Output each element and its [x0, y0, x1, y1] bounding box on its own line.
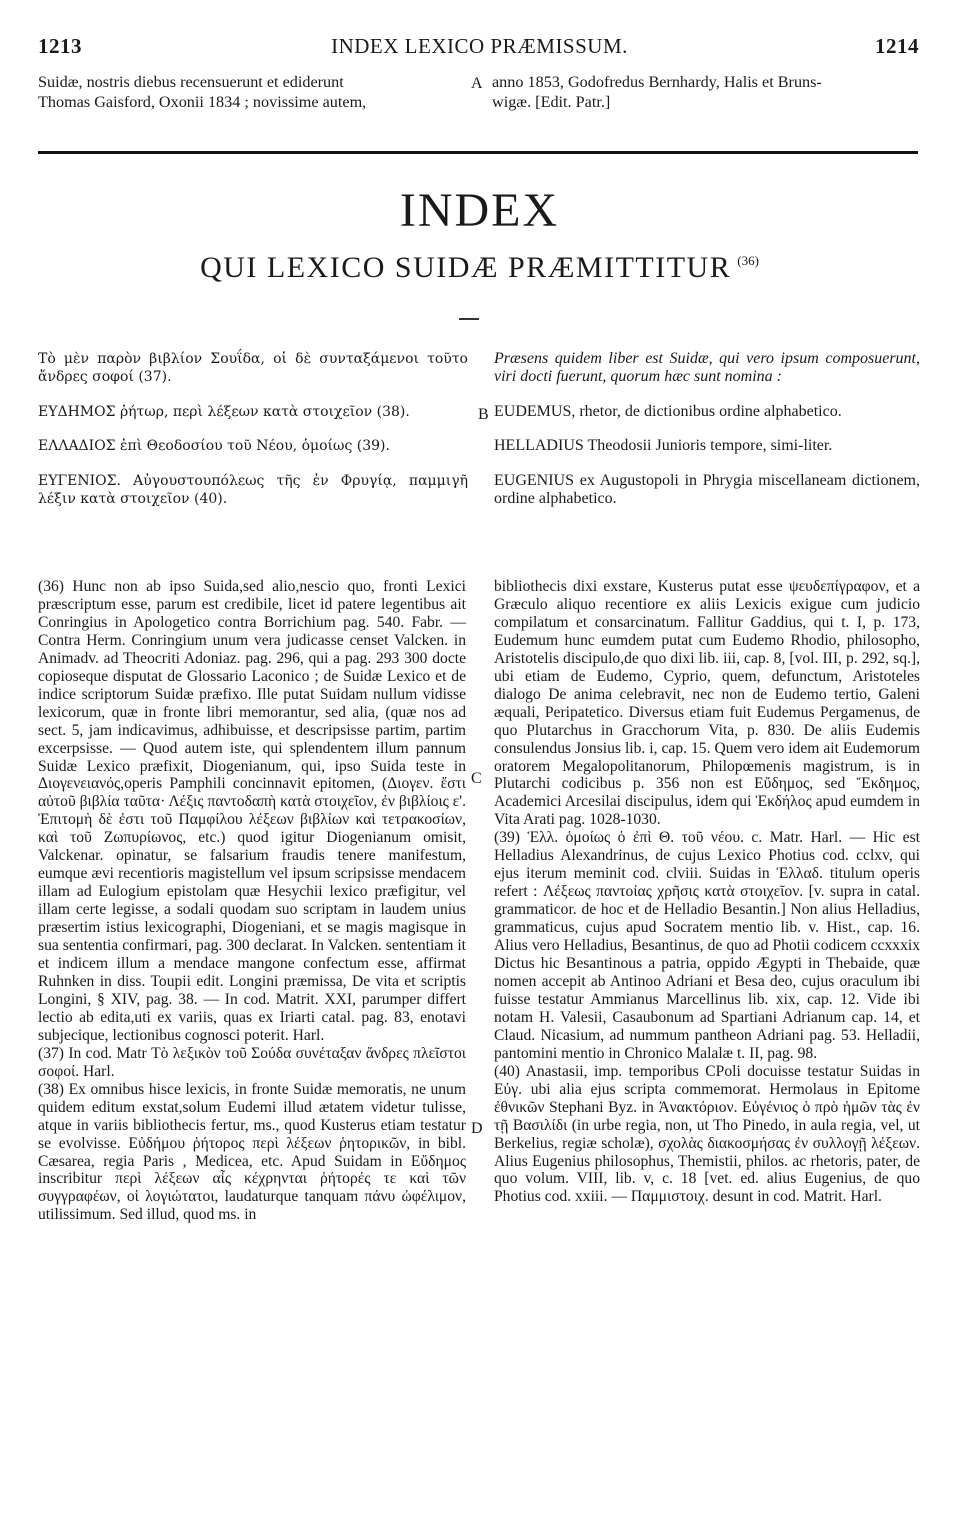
margin-letter-d: D — [471, 1120, 483, 1137]
margin-letter-b: B — [478, 406, 489, 423]
margin-letter-c: C — [471, 770, 482, 787]
running-title: INDEX LEXICO PRÆMISSUM. — [331, 34, 628, 58]
footnote-37: (37) In cod. Matr Τὸ λεξικὸν τοῦ Σούδα συνέταξαν ἄνδρες πλεῖστοι σοφοί. Harl. — [38, 1044, 466, 1080]
footnotes-right-column — [494, 578, 920, 1206]
horizontal-rule — [38, 151, 918, 154]
greek-entry-helladius: ΕΛΛΑΔΙΟΣ ἐπὶ Θεοδοσίου τοῦ Νέου, ὁμοίως (39). — [38, 438, 390, 455]
top-text-left-line2: Thomas Gaisford, Oxonii 1834 ; novissime autem, — [38, 93, 367, 111]
latin-entry-helladius: HELLADIUS Theodosii Junioris tempore, simi-liter. — [494, 437, 833, 455]
footnote-40: (40) Anastasii, imp. temporibus CPoli docuisse testatur Suidas in Εὐγ. ubi alia ejus scripta commemorat. Hermolaus in Epitome ἐθνικῶν Stephani Byz. in Ἀνακτόριον. Εὐγένιος ὁ πρὸ ἡμῶν τὰς ἐν τῇ Βασιλίδι (in urbe regia, non, ut Tho Pinedo, in aula regia, vel, ut Berkelius, regiæ scholæ), σχολὰς διακοσμήσας ἐν συλλογῇ λέξεων. Alius Eugenius philosophus, Themistii, philos. ac rhetoris, pater, de quo volum. VIII, lib. v, c. 18 [vet. ed. alius Eugenius, de quo Photius cod. xxiii. — Παμμιστοιχ. desunt in cod. Matrit. Harl. — [494, 1062, 920, 1206]
top-text-right-line1: anno 1853, Godofredus Bernhardy, Halis et Bruns- — [492, 73, 822, 91]
footnotes-left-column — [38, 578, 466, 1224]
greek-entries — [38, 350, 468, 524]
index-subtitle — [0, 251, 959, 285]
separator-dash — [459, 318, 479, 320]
greek-entry-intro: Τὸ μὲν παρὸν βιβλίον Σουΐδα, οἱ δὲ συνταξάμενοι τοῦτο ἄνδρες σοφοί (37). — [38, 351, 468, 386]
latin-entry-eudemus: EUDEMUS, rhetor, de dictionibus ordine alphabetico. — [494, 402, 842, 420]
footnote-ref: (36) — [737, 253, 759, 268]
footnote-36: (36) Hunc non ab ipso Suida,sed alio,nescio quo, fronti Lexici præscriptum esse, parum est credibile, licet id patere legentibus ait Conringius in Apologetico contra Borrichium pag. 540. Fabr. — Contra Herm. Conringium unum vera judicasse censet Valcken. in Animadv. ad Theocriti Adoniaz. pag. 296, qui a pag. 293 300 docte copioseque disputat de Glossario Laconico ; de Suidæ Lexico et de indice scriptorum Suidæ præfixo. Ille putat Suidam nullum vidisse lexicorum, quæ in fronte libri memorantur, sed alia, (quæ nos ad sect. 5, jam indicavimus, adhibuisse, et descripsisse partim, partim excerpsisse. — Quod autem iste, qui splendentem illum pannum Suidæ Lexico præfixit, Diogenianum, qui, ipso Suida teste in Διογενειανός,operis Pamphili concinnavit epitomen, (Διογεν. ἔστι αὐτοῦ βιβλία ταῦτα· Λέξις παντοδαπὴ κατὰ στοιχεῖον, ἐν βιβλίοις ε'. Ἐπιτομὴ δὲ ἐστι τοῦ Παμφίλου λέξεων βιβλίων καὶ τετρακοσίων, καὶ τοῦ Ζωπυρίωνος, etc.) quod igitur Diogenianum omisit, Valckenar. opinatur, se falsarium fraudis tenere manifestum, eumque ævi recentioris magistellum vel ipsum scripsisse mendacem illam ad Eulogium epistolam quæ Hesychii lexico præfigitur, vel illam certe legisse, a sodali quodam suo scriptam in laudem unius præsertim istius lexicographi, Diogeniani, et se magis magisque in sua sententia confirmari, pag. 300 declarat. In Valcken. sententiam it et indicem illum a mendace mangone confectum esse, affirmat Ruhnken in diss. Toupii edit. Longini præmissa, De vita et scriptis Longini, § XIV, pag. 38. — In cod. Matrit. XXI, parumper differt lectio ab edita,uti ex variis, quas ex Iriarti catal. pag. 83, enotavi subjecique, lectionibus cognosci poterit. Harl. — [38, 578, 466, 1044]
page-number-right: 1214 — [875, 34, 919, 58]
footnote-39: (39) Ἑλλ. ὁμοίως ὁ ἐπὶ Θ. τοῦ νέου. c. Matr. Harl. — Hic est Helladius Alexandrinus, de cujus Lexico Photius cod. cclxv, qui ejus iterum meminit cod. clviii. Suidas in Ἑλλαδ. titulum operis refert : Λέξεως παντοίας χρῆσις κατὰ στοιχεῖον. [v. supra in catal. grammaticor. de hoc et de Helladio Besantin.] Non alius Helladius, grammaticus, cujus apud Socratem mentio lib. v. Hist., cap. 16. Alius vero Helladius, Besantinus, de quo ad Photii codicem ccxxxix Dictus hic Besantinous a patria, oppido Ægypti in Thebaide, quæ nomen accepit ab Antinoo Adriani et Besa deo, cujus oraculum ibi fuisse testatur Ammianus Marcellinus lib. xix, cap. 12. Vide ibi notam H. Valesii, Casaubonum ad Spartiani Adrianum cap. 14, et Claud. Nicasium, ad nummum pantheon Adriani pag. 53. Helladii, pantomini mentio in Chronico Malalæ t. II, pag. 98. — [494, 829, 920, 1062]
greek-entry-eugenius: ΕΥΓΕΝΙΟΣ. Αὐγουστουπόλεως τῆς ἐν Φρυγίᾳ, παμμιγῆ λέξιν κατὰ στοιχεῖον (40). — [38, 472, 468, 508]
latin-entry-intro: Præsens quidem liber est Suidæ, qui vero ipsum composuerunt, viri docti fuerunt, quorum hæc sunt nomina : — [494, 350, 920, 386]
latin-entry-eugenius: EUGENIUS ex Augustopoli in Phrygia miscellaneam dictionem, ordine alphabetico. — [494, 471, 920, 508]
subtitle-text: QUI LEXICO SUIDÆ PRÆMITTITUR — [200, 251, 732, 284]
latin-entries — [494, 350, 920, 524]
top-text-right-line2: wigæ. [Edit. Patr.] — [492, 93, 611, 111]
greek-entry-eudemus: ΕΥΔΗΜΟΣ ῥήτωρ, περὶ λέξεων κατὰ στοιχεῖον (38). — [38, 403, 410, 420]
footnote-38-continued: bibliothecis dixi exstare, Kusterus putat esse ψευδεπίγραφον, et a Græculo aliquo recentiore ex aliis Lexicis exigue cum judicio compilatum et consarcinatum. Fallitur Gaddius, qui t. I, p. 173, Eudemum hunc eumdem putat cum Eudemo Rhodio, philosopho, Aristotelis discipulo,de quo dixi lib. iii, cap. 8, [vol. III, p. 292, sq.], ubi etiam de Eudemo, Cyprio, quem, defunctum, Aristoteles dialogo De anima celebravit, nec non de Eudemo tertio, Galeni æquali, Peripatetico. Diversus etiam fuit Eudemus Pergamenus, de quo Plutarchus in Gracchorum Vita, p. 830. De aliis Eudemis consulendus Jonsius lib. i, cap. 15. Quem vero idem ait Eudemorum oratorem Megalopolitanorum, Philopœmenis magistrum, is in Plutarchi codicibus p. 356 non est Εὔδημος, sed Ἔκδημος, Academici Arcesilai discipulus, idem qui Ἐκδήλος apud eumdem in Vita Arati pag. 1028-1030. — [494, 578, 920, 829]
page-number-left: 1213 — [38, 34, 82, 58]
top-text-left-line1: Suidæ, nostris diebus recensuerunt et ediderunt — [38, 73, 344, 91]
index-title: INDEX — [399, 184, 560, 237]
footnote-38: (38) Ex omnibus hisce lexicis, in fronte Suidæ memoratis, ne unum quidem editum exstat,solum Eudemi illud ætatem videtur tulisse, atque in variis bibliothecis fertur, ms., quod Kusterus etiam testatur se evolvisse. Εὐδήμου ῥήτορος περὶ λέξεων ῥητορικῶν, in bibl. Cæsarea, regia Paris , Medicea, etc. Apud Suidam in Εὔδημος inscribitur περὶ λέξεων αἷς κέχρηνται ῥήτορές τε καὶ τῶν συγγραφέων, οἱ λογιώτατοι, laudaturque tanquam πάνυ ὠφέλιμον, utilissimum. Sed illud, quod ms. in — [38, 1080, 466, 1224]
margin-letter-a: A — [471, 75, 483, 92]
